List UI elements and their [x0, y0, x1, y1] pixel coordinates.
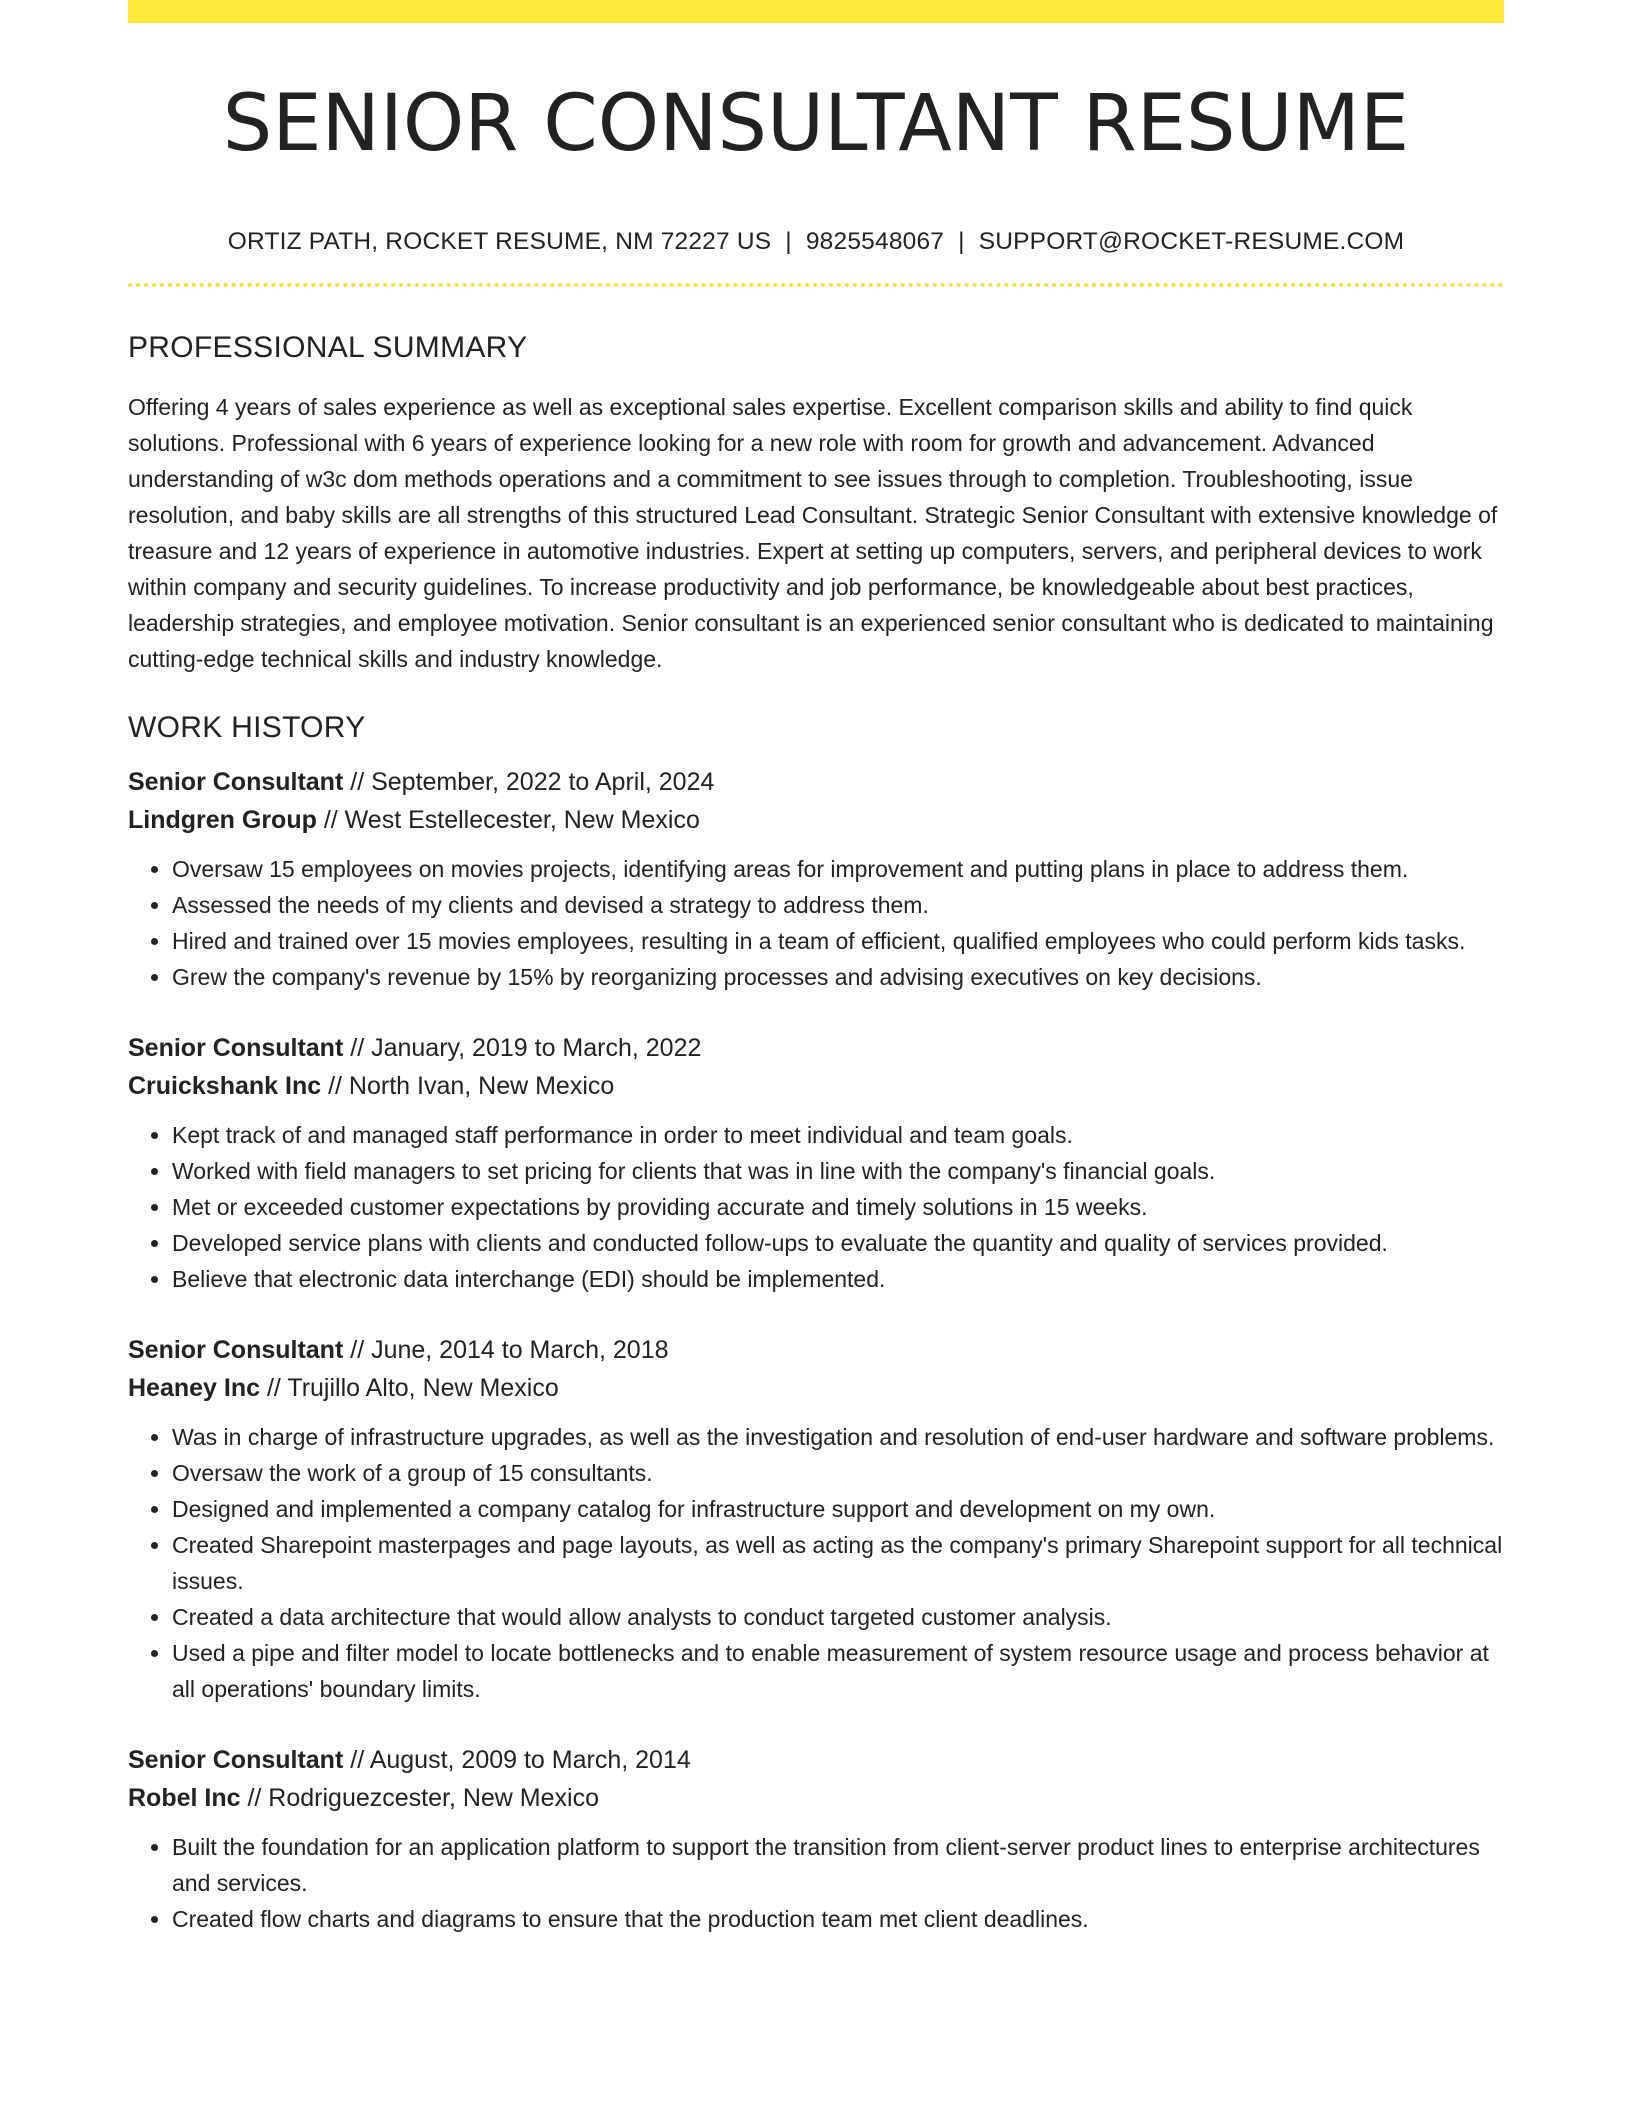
work-history-heading: WORK HISTORY — [128, 711, 366, 744]
job-bullet: • Oversaw the work of a group of 15 consultants. — [172, 1455, 1504, 1491]
contact-email: SUPPORT@ROCKET-RESUME.COM — [978, 228, 1405, 255]
contact-separator: | — [785, 228, 792, 255]
job-entry — [128, 1029, 1504, 1297]
job-entry — [128, 1331, 1504, 1707]
job-location: // Rodriguezcester, New Mexico — [240, 1784, 599, 1812]
job-bullet: • Kept track of and managed staff performance in order to meet individual and team goals. — [172, 1117, 1504, 1153]
professional-summary-section — [128, 331, 1504, 677]
page-title: SENIOR CONSULTANT RESUME — [222, 79, 1410, 169]
top-accent-bar — [128, 0, 1504, 23]
job-company-line — [128, 1779, 1504, 1817]
job-bullet-list — [128, 1117, 1504, 1297]
job-company-line — [128, 801, 1504, 839]
summary-heading: PROFESSIONAL SUMMARY — [128, 331, 528, 364]
job-bullet-list — [128, 1419, 1504, 1707]
contact-address: ORTIZ PATH, ROCKET RESUME, NM 72227 US — [227, 228, 772, 255]
job-bullet: • Assessed the needs of my clients and devised a strategy to address them. — [172, 887, 1504, 923]
job-bullet: • Developed service plans with clients and conducted follow-ups to evaluate the quantity and quality of services provided. — [172, 1225, 1504, 1261]
job-bullet: • Oversaw 15 employees on movies projects, identifying areas for improvement and putting plans in place to address them. — [172, 851, 1504, 887]
job-bullet: • Hired and trained over 15 movies employees, resulting in a team of efficient, qualified employees who could perform kids tasks. — [172, 923, 1504, 959]
job-bullet-list — [128, 1829, 1504, 1937]
resume-page — [128, 0, 1504, 1937]
job-location: // Trujillo Alto, New Mexico — [260, 1374, 559, 1402]
job-company: Lindgren Group — [128, 806, 317, 834]
job-bullet: • Met or exceeded customer expectations by providing accurate and timely solutions in 15 weeks. — [172, 1189, 1504, 1225]
job-bullet: • Grew the company's revenue by 15% by reorganizing processes and advising executives on key decisions. — [172, 959, 1504, 995]
job-company-line — [128, 1369, 1504, 1407]
work-history-section — [128, 711, 1504, 1937]
job-title: Senior Consultant — [128, 1336, 344, 1364]
job-title-line — [128, 1331, 1504, 1369]
job-bullet: • Designed and implemented a company catalog for infrastructure support and development on my own. — [172, 1491, 1504, 1527]
job-entry — [128, 1741, 1504, 1937]
contact-phone: 9825548067 — [805, 228, 945, 255]
job-title-line — [128, 1029, 1504, 1067]
contact-separator: | — [958, 228, 965, 255]
job-title-line — [128, 763, 1504, 801]
job-dates: // September, 2022 to April, 2024 — [343, 768, 715, 796]
job-bullet: • Believe that electronic data interchange (EDI) should be implemented. — [172, 1261, 1504, 1297]
job-title-line — [128, 1741, 1504, 1779]
job-company: Robel Inc — [128, 1784, 241, 1812]
job-location: // West Estellecester, New Mexico — [316, 806, 700, 834]
job-title: Senior Consultant — [128, 768, 344, 796]
job-bullet: • Created Sharepoint masterpages and page layouts, as well as acting as the company's primary Sharepoint support for all technical issues. — [172, 1527, 1504, 1599]
job-bullet: • Was in charge of infrastructure upgrades, as well as the investigation and resolution of end-user hardware and software problems. — [172, 1419, 1504, 1455]
job-company-line — [128, 1067, 1504, 1105]
job-dates: // June, 2014 to March, 2018 — [343, 1336, 669, 1364]
job-location: // North Ivan, New Mexico — [321, 1072, 615, 1100]
job-entry — [128, 763, 1504, 995]
job-title: Senior Consultant — [128, 1034, 344, 1062]
summary-text: Offering 4 years of sales experience as well as exceptional sales expertise. Excellent comparison skills and ability to find quick solutions. Professional with 6 years of experience looking for a new role with room for growth and advancement. Advanced understanding of w3c dom methods operations and a commitment to see issues through to completion. Troubleshooting, issue resolution, and baby skills are all strengths of this structured Lead Consultant. Strategic Senior Consultant with extensive knowledge of treasure and 12 years of experience in automotive industries. Expert at setting up computers, servers, and peripheral devices to work within company and security guidelines. To increase productivity and job performance, be knowledgeable about best practices, leadership strategies, and employee motivation. Senior consultant is an experienced senior consultant who is dedicated to maintaining cutting-edge technical skills and industry knowledge. — [128, 394, 1498, 672]
job-dates: // January, 2019 to March, 2022 — [343, 1034, 702, 1062]
job-bullet-list — [128, 851, 1504, 995]
job-dates: // August, 2009 to March, 2014 — [343, 1746, 691, 1774]
job-company: Cruickshank Inc — [128, 1072, 322, 1100]
job-bullet: • Worked with field managers to set pricing for clients that was in line with the company's financial goals. — [172, 1153, 1504, 1189]
header-divider — [128, 283, 1504, 287]
job-bullet: • Created a data architecture that would allow analysts to conduct targeted customer analysis. — [172, 1599, 1504, 1635]
job-bullet: • Built the foundation for an application platform to support the transition from client-server product lines to enterprise architectures and services. — [172, 1829, 1504, 1901]
contact-line — [128, 228, 1504, 256]
job-bullet: • Used a pipe and filter model to locate bottlenecks and to enable measurement of system resource usage and process behavior at all operations' boundary limits. — [172, 1635, 1504, 1707]
job-title: Senior Consultant — [128, 1746, 344, 1774]
job-bullet: • Created flow charts and diagrams to ensure that the production team met client deadlines. — [172, 1901, 1504, 1937]
job-company: Heaney Inc — [128, 1374, 261, 1402]
